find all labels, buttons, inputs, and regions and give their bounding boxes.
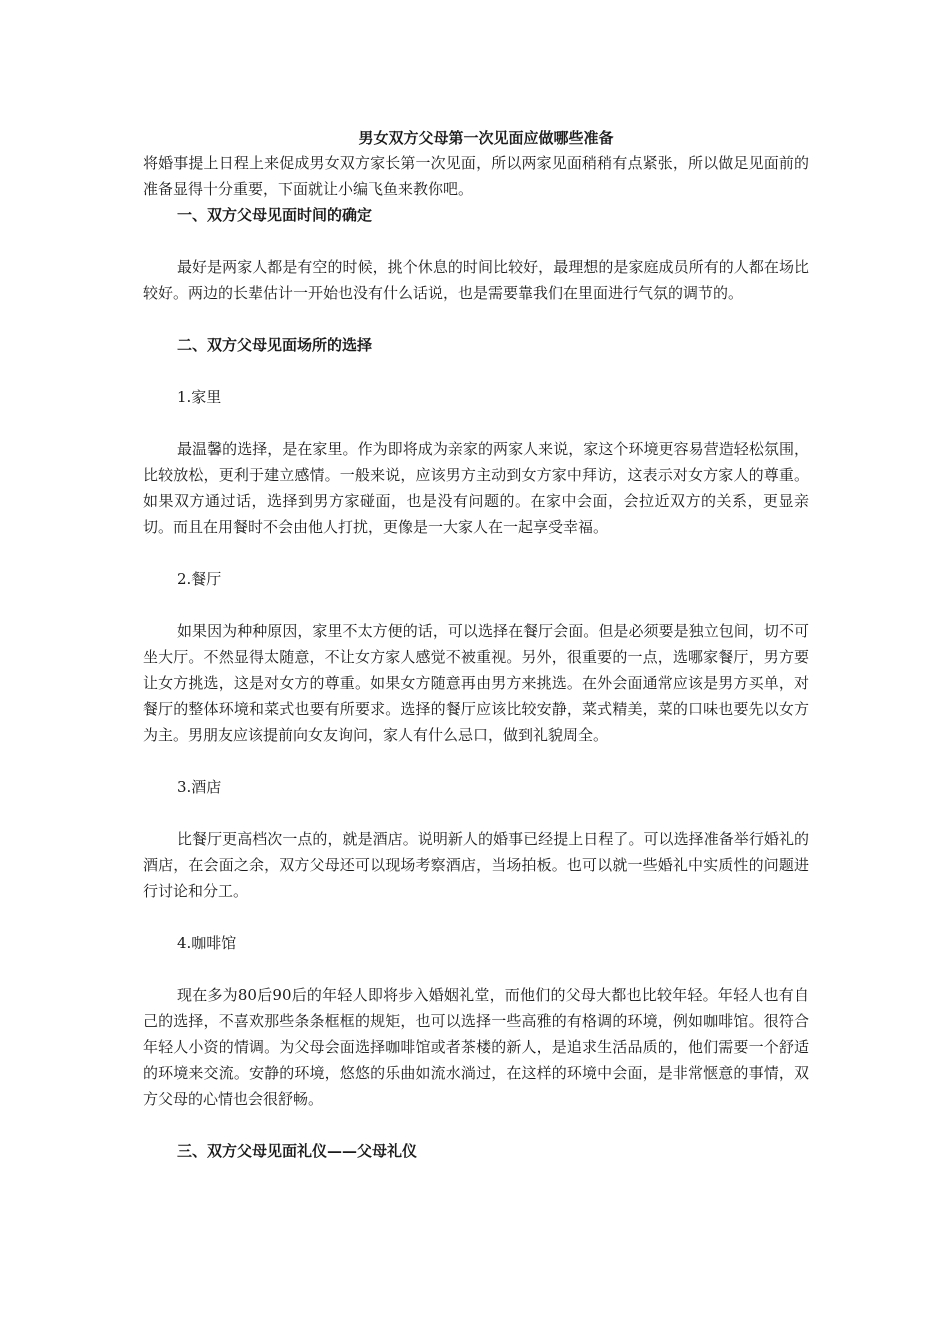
section-heading-1: 一、双方父母见面时间的确定 (177, 206, 373, 224)
subsection-paragraph-cafe: 现在多为80后90后的年轻人即将步入婚姻礼堂，而他们的父母大都也比较年轻。年轻人也有自己的选择，不喜欢那些条条框框的规矩，也可以选择一些高雅的有格调的环境，例如咖啡馆。很符合年轻人小资的情调。为父母会面选择咖啡馆或者茶楼的新人，是追求生活品质的，他们需要一个舒适的环境来交流。安静的环境，悠悠的乐曲如流水淌过，在这样的环境中会面，是非常惬意的事情，双方父母的心情也会很舒畅。 (143, 986, 809, 1108)
spacer (143, 306, 809, 332)
section-1-paragraph: 最好是两家人都是有空的时候，挑个休息的时间比较好，最理想的是家庭成员所有的人都在场比较好。两边的长辈估计一开始也没有什么话说，也是需要靠我们在里面进行气氛的调节的。 (143, 258, 809, 302)
subsection-paragraph-restaurant: 如果因为种种原因，家里不太方便的话，可以选择在餐厅会面。但是必须要是独立包间，切不可坐大厅。不然显得太随意，不让女方家人感觉不被重视。另外，很重要的一点，选哪家餐厅，男方要让女方挑选，这是对女方的尊重。如果女方随意再由男方来挑选。在外会面通常应该是男方买单，对餐厅的整体环境和菜式也要有所要求。选择的餐厅应该比较安静，菜式精美，菜的口味也要先以女方为主。男朋友应该提前向女友询问，家人有什么忌口，做到礼貌周全。 (143, 622, 809, 744)
spacer (143, 1112, 809, 1138)
subsection-label-restaurant: 2.餐厅 (177, 570, 222, 588)
section-heading-3: 三、双方父母见面礼仪——父母礼仪 (177, 1142, 418, 1160)
spacer (143, 904, 809, 930)
spacer (143, 956, 809, 982)
subsection-label-home: 1.家里 (177, 388, 222, 406)
section-heading-2: 二、双方父母见面场所的选择 (177, 336, 373, 354)
spacer (143, 228, 809, 254)
subsection-label-cafe: 4.咖啡馆 (177, 934, 237, 952)
spacer (143, 800, 809, 826)
spacer (143, 748, 809, 774)
spacer (143, 592, 809, 618)
spacer (143, 540, 809, 566)
spacer (143, 358, 809, 384)
subsection-paragraph-hotel: 比餐厅更高档次一点的，就是酒店。说明新人的婚事已经提上日程了。可以选择准备举行婚礼的酒店，在会面之余，双方父母还可以现场考察酒店，当场拍板。也可以就一些婚礼中实质性的问题进行讨论和分工。 (143, 830, 809, 900)
subsection-label-hotel: 3.酒店 (177, 778, 222, 796)
intro-paragraph: 将婚事提上日程上来促成男女双方家长第一次见面，所以两家见面稍稍有点紧张，所以做足见面前的准备显得十分重要，下面就让小编飞鱼来教你吧。 (143, 154, 809, 198)
spacer (143, 410, 809, 436)
document-page (143, 126, 809, 1164)
document-title: 男女双方父母第一次见面应做哪些准备 (358, 129, 614, 147)
subsection-paragraph-home: 最温馨的选择，是在家里。作为即将成为亲家的两家人来说，家这个环境更容易营造轻松氛围，比较放松，更利于建立感情。一般来说，应该男方主动到女方家中拜访，这表示对女方家人的尊重。如果双方通过话，选择到男方家碰面，也是没有问题的。在家中会面，会拉近双方的关系，更显亲切。而且在用餐时不会由他人打扰，更像是一大家人在一起享受幸福。 (143, 440, 809, 536)
